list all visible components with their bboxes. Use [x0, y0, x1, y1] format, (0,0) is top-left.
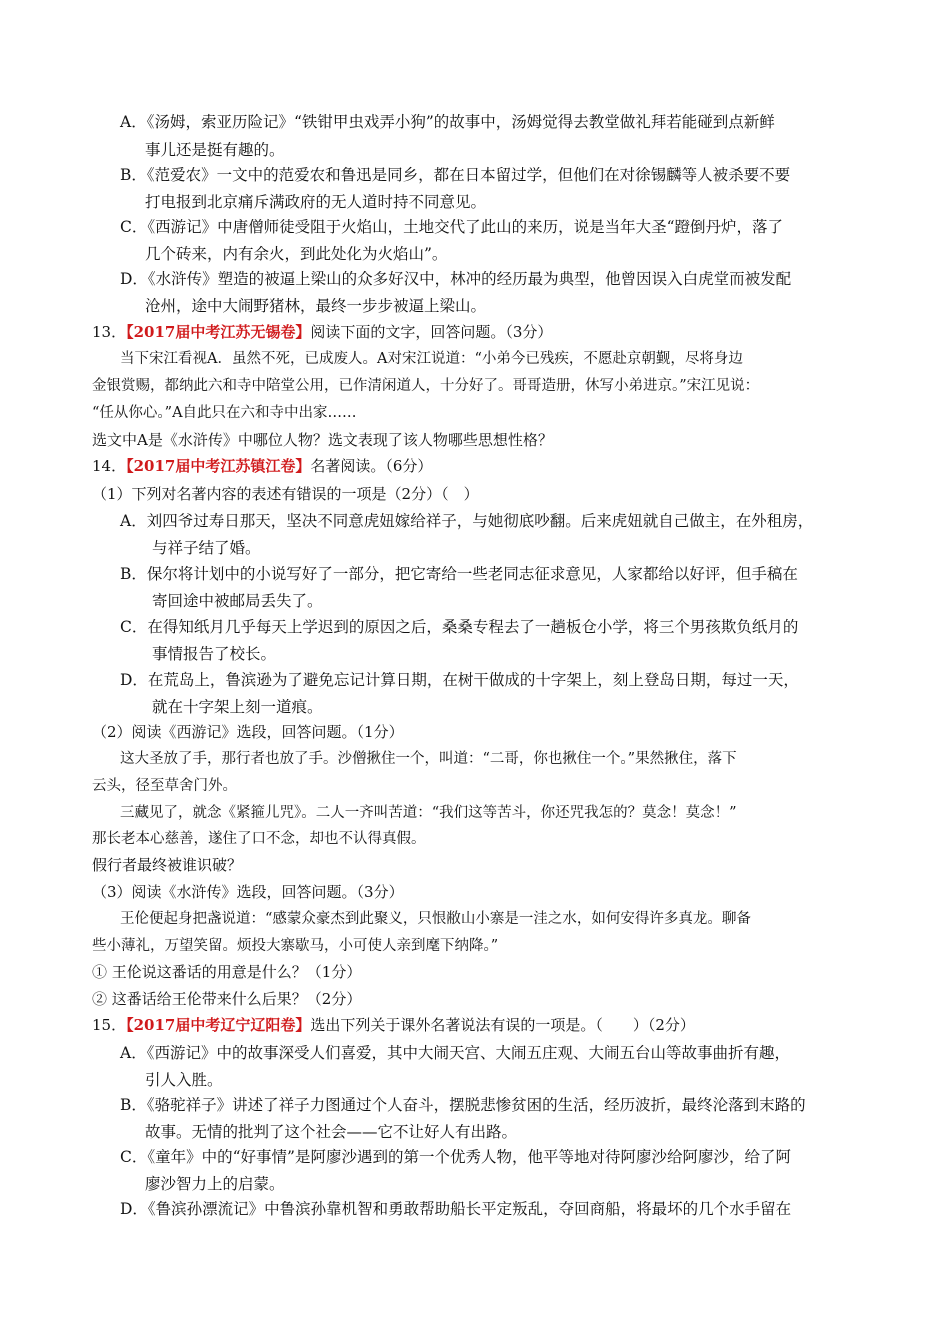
- q14-passage2-line4: 那长老本心慈善，遂住了口不念，却也不认得真假。: [92, 831, 426, 847]
- q14-passage3-line2: 些小薄礼，万望笑留。烦投大寨歇马，小可使人亲到麾下纳降。”: [92, 938, 499, 954]
- q14-prompt: 名著阅读。（6分）: [310, 457, 433, 475]
- q13-passage-line3: “任从你心。”A自此只在六和寺中出家……: [92, 405, 357, 421]
- q13-passage-line1: 当下宋江看视A．虽然不死，已成废人。A对宋江说道：“小弟今已残疾，不愿赴京朝觐，尽将身边: [120, 351, 743, 367]
- q13-passage-line2: 金银赏赐，都纳此六和寺中陪堂公用，已作清闲道人，十分好了。哥哥造册，休写小弟进京。”宋江见说：: [92, 378, 760, 394]
- q14-passage2-line2: 云头，径至草舍门外。: [92, 778, 237, 794]
- q12-option-a-line1: A．《汤姆，索亚历险记》“铁钳甲虫戏弄小狗”的故事中，汤姆觉得去教堂做礼拜若能碰到点新鲜: [120, 113, 775, 131]
- q13-heading: [92, 322, 552, 342]
- q14-option-d-line2: 就在十字架上刻一道痕。: [152, 698, 323, 716]
- q14-number: 14．: [92, 457, 127, 475]
- q14-sub2: （2）阅读《西游记》选段，回答问题。（1分）: [92, 723, 404, 741]
- q14-sub3: （3）阅读《水浒传》选段，回答问题。（3分）: [92, 883, 404, 901]
- q12-option-b-line1: B．《范爱农》一文中的范爱农和鲁迅是同乡，都在日本留过学，但他们在对徐锡麟等人被杀要不要: [120, 166, 791, 184]
- q15-prompt: 选出下列关于课外名著说法有误的一项是。（ ）（2分）: [310, 1016, 695, 1034]
- q15-source: 【2017届中考辽宁辽阳卷】: [126, 1016, 311, 1034]
- q15-option-a-line1: A．《西游记》中的故事深受人们喜爱，其中大闹天宫、大闹五庄观、大闹五台山等故事曲折有趣，: [120, 1044, 790, 1062]
- q14-option-b-line2: 寄回途中被邮局丢失了。: [152, 592, 323, 610]
- q14-option-b-line1: B．保尔将计划中的小说写好了一部分，把它寄给一些老同志征求意见，人家都给以好评，但手稿在: [120, 565, 798, 583]
- q15-option-d-line1: D．《鲁滨孙漂流记》中鲁滨孙靠机智和勇敢帮助船长平定叛乱，夺回商船，将最坏的几个水手留在: [120, 1200, 792, 1218]
- q13-number: 13．: [92, 323, 127, 341]
- q15-option-b-line1: B．《骆驼祥子》讲述了祥子力图通过个人奋斗，摆脱悲惨贫困的生活，经历波折，最终沦落到末路的: [120, 1096, 806, 1114]
- q14-question3b: ② 这番话给王伦带来什么后果？（2分）: [92, 990, 362, 1008]
- q13-question: 选文中A是《水浒传》中哪位人物？选文表现了该人物哪些思想性格？: [92, 431, 553, 449]
- q13-source: 【2017届中考江苏无锡卷】: [126, 323, 311, 341]
- q14-sub1: （1）下列对名著内容的表述有错误的一项是（2分）（ ）: [92, 485, 479, 503]
- q12-option-d-line1: D．《水浒传》塑造的被逼上梁山的众多好汉中，林冲的经历最为典型，他曾因误入白虎堂而被发配: [120, 270, 792, 288]
- q15-option-c-line2: 廖沙智力上的启蒙。: [145, 1175, 285, 1193]
- q14-option-d-line1: D．在荒岛上，鲁滨逊为了避免忘记计算日期，在树干做成的十字架上，刻上登岛日期，每过一天，: [120, 671, 799, 689]
- q14-option-a-line2: 与祥子结了婚。: [152, 539, 261, 557]
- q15-option-a-line2: 引人入胜。: [145, 1071, 223, 1089]
- q15-option-c-line1: C．《童年》中的“好事情”是阿廖沙遇到的第一个优秀人物，他平等地对待阿廖沙给阿廖沙，给了阿: [120, 1148, 791, 1166]
- q15-option-b-line2: 故事。无情的批判了这个社会——它不让好人有出路。: [145, 1123, 518, 1141]
- q14-option-c-line2: 事情报告了校长。: [152, 645, 277, 663]
- q14-option-a-line1: A．刘四爷过寿日那天，坚决不同意虎妞嫁给祥子，与她彻底吵翻。后来虎妞就自己做主，在外租房，: [120, 512, 814, 530]
- q14-question3a: ① 王伦说这番话的用意是什么？（1分）: [92, 963, 362, 981]
- q12-option-c-line1: C．《西游记》中唐僧师徒受阻于火焰山，土地交代了此山的来历，说是当年大圣“蹬倒丹炉，落了: [120, 218, 784, 236]
- q14-heading: [92, 456, 432, 476]
- q14-source: 【2017届中考江苏镇江卷】: [126, 457, 311, 475]
- q14-question2: 假行者最终被谁识破？: [92, 856, 243, 874]
- q14-passage2-line1: 这大圣放了手，那行者也放了手。沙僧揪住一个，叫道：“二哥，你也揪住一个。”果然揪住，落下: [120, 751, 737, 767]
- q14-passage3-line1: 王伦便起身把盏说道：“感蒙众豪杰到此聚义，只恨敝山小寨是一洼之水，如何安得许多真龙。聊备: [120, 911, 751, 927]
- q15-heading: [92, 1015, 695, 1035]
- q14-option-c-line1: C．在得知纸月几乎每天上学迟到的原因之后，桑桑专程去了一趟板仓小学，将三个男孩欺负纸月的: [120, 618, 799, 636]
- q12-option-b-line2: 打电报到北京痛斥满政府的无人道时持不同意见。: [145, 193, 487, 211]
- q12-option-a-line2: 事儿还是挺有趣的。: [145, 141, 285, 159]
- q14-passage2-line3: 三藏见了，就念《紧箍儿咒》。二人一齐叫苦道：“我们这等苦斗，你还咒我怎的？莫念！莫念！”: [120, 805, 737, 821]
- q12-option-c-line2: 几个砖来，内有余火，到此处化为火焰山”。: [145, 245, 448, 263]
- q15-number: 15．: [92, 1016, 127, 1034]
- q13-prompt: 阅读下面的文字，回答问题。（3分）: [310, 323, 553, 341]
- q12-option-d-line2: 沧州，途中大闹野猪林，最终一步步被逼上梁山。: [145, 297, 487, 315]
